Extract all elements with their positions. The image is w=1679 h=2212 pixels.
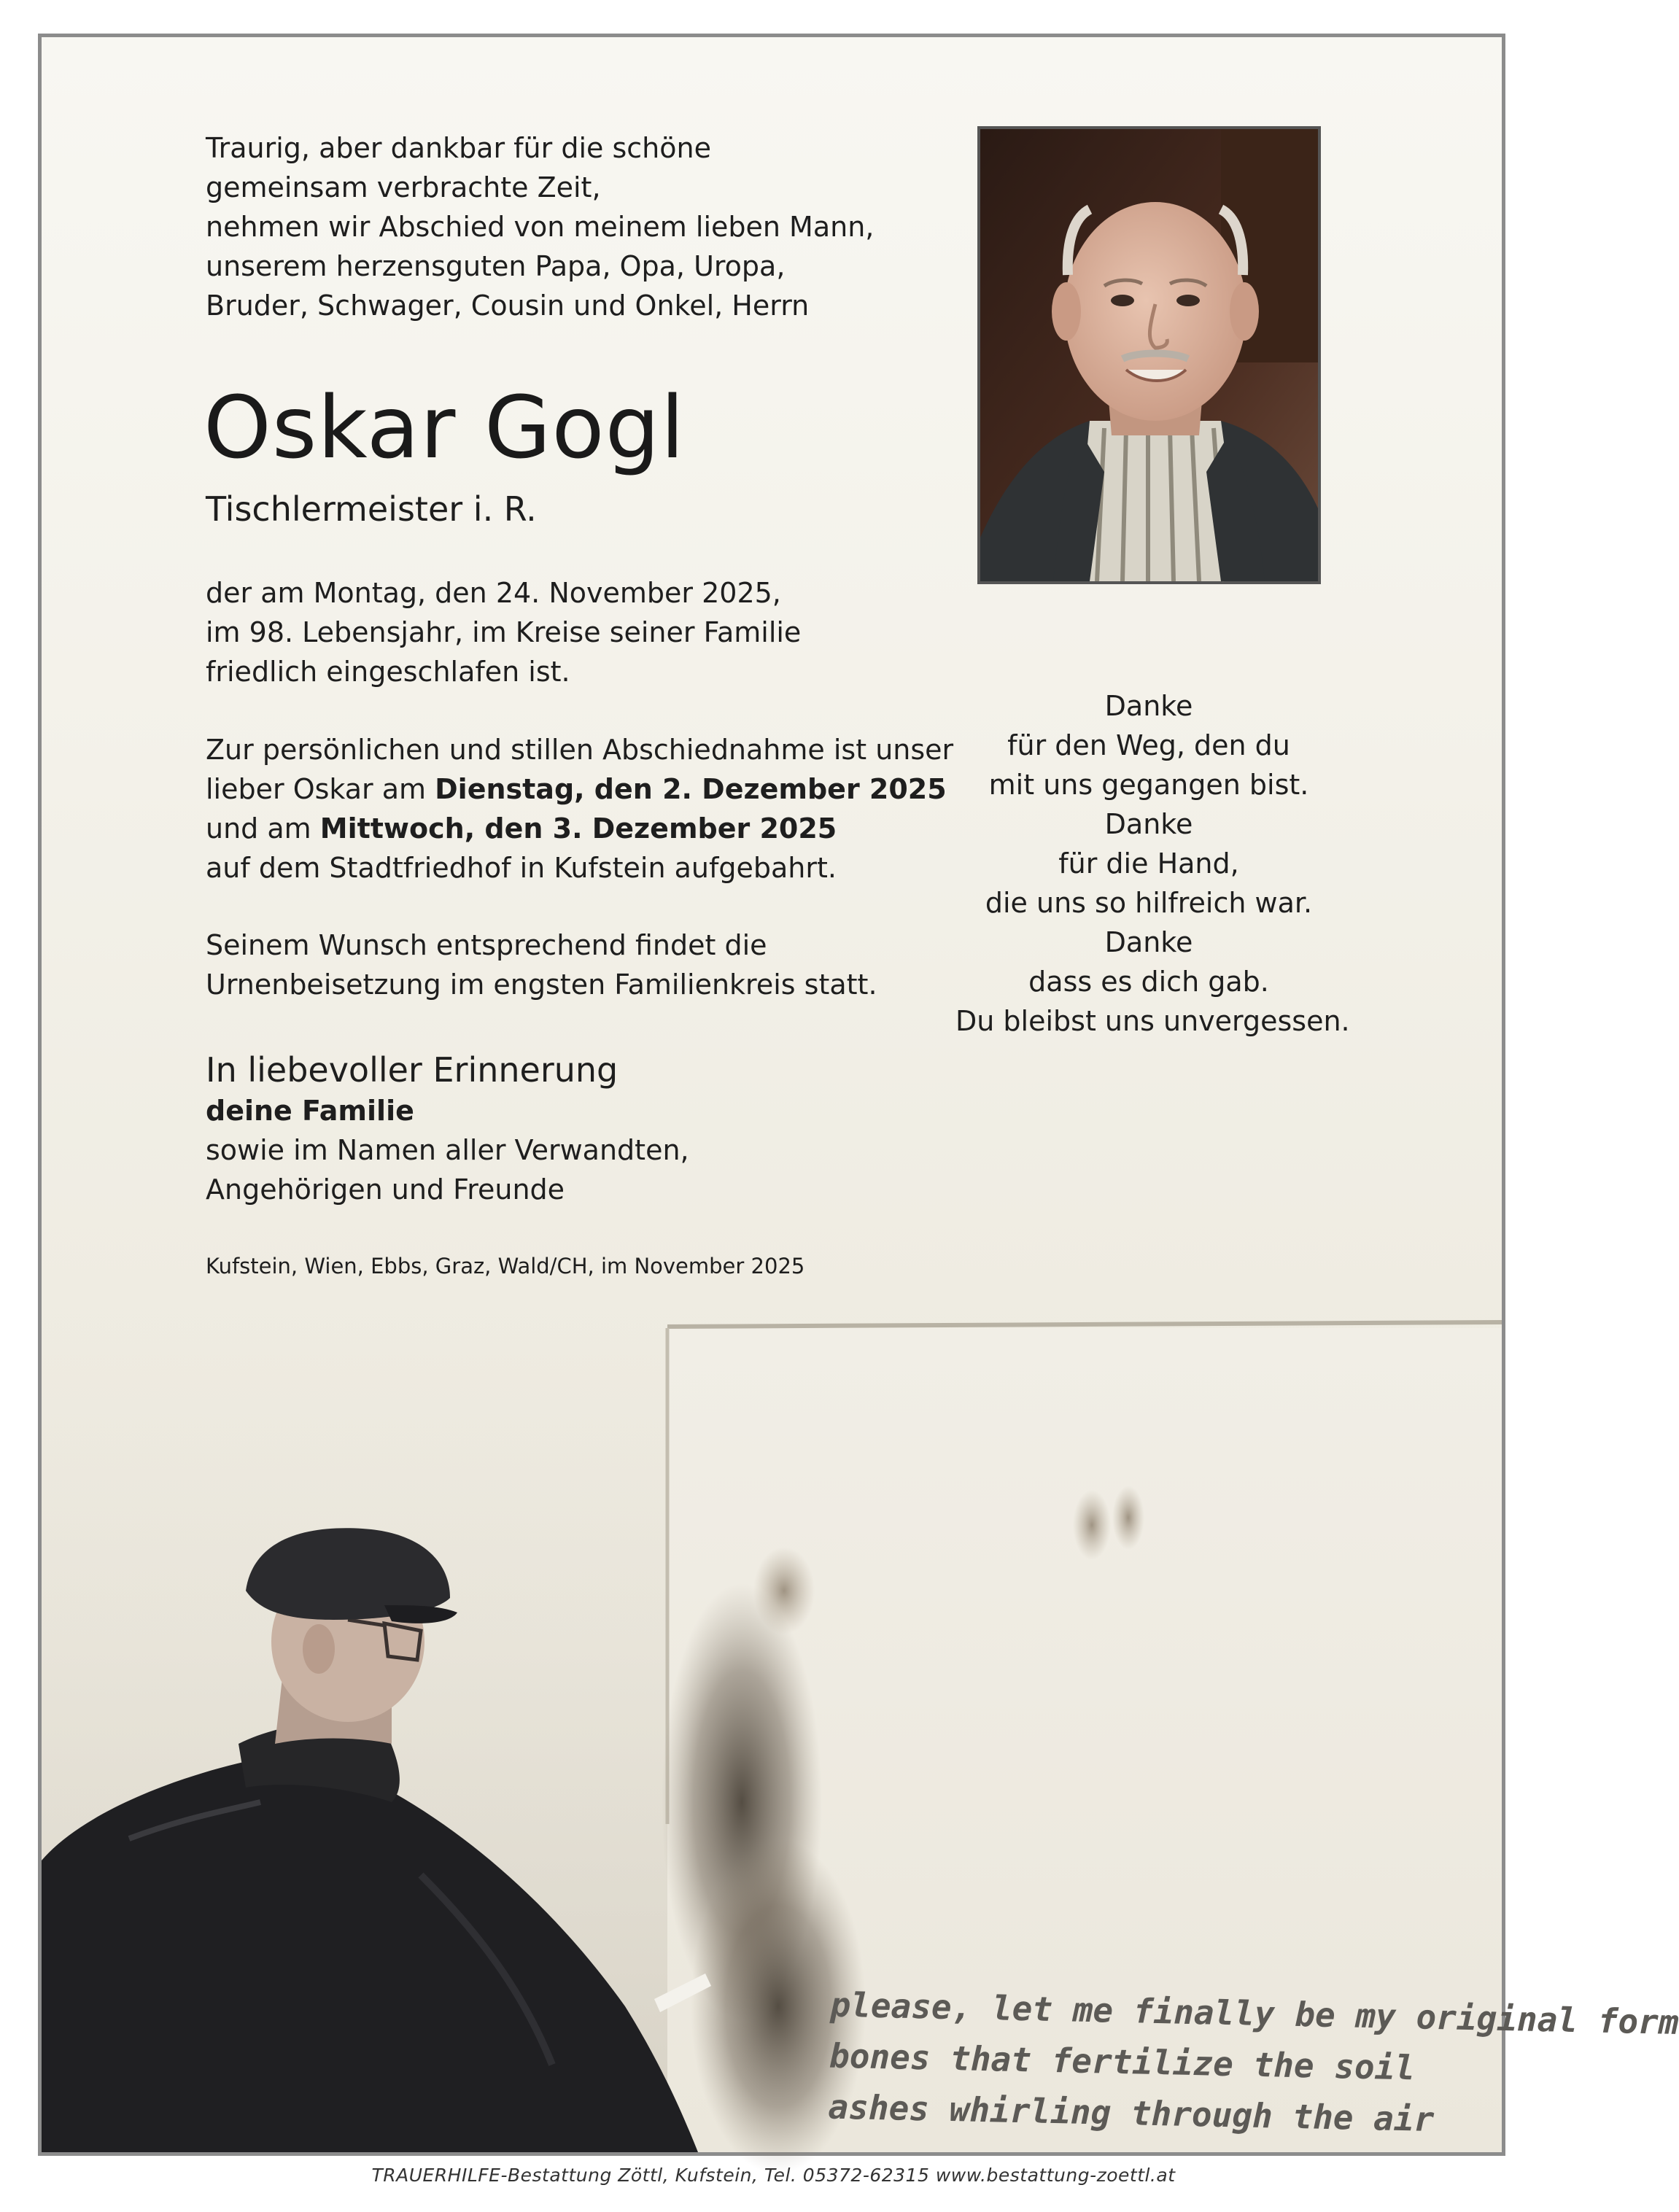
wall-quote xyxy=(828,1979,1679,2146)
viewing-text: und am xyxy=(206,812,320,845)
poem-line: Danke xyxy=(1104,690,1193,722)
deceased-name: Oskar Gogl xyxy=(203,377,686,478)
portrait-photo xyxy=(977,126,1321,584)
memory-heading: In liebevoller Erinnerung xyxy=(206,1050,619,1090)
funeral-home-footer: TRAUERHILFE-Bestattung Zöttl, Kufstein, Tel. 05372-62315 www.bestattung-zoettl.at xyxy=(371,2165,1176,2186)
viewing-date-1: Dienstag, den 2. Dezember 2025 xyxy=(435,773,947,805)
death-line: im 98. Lebensjahr, im Kreise seiner Familie xyxy=(206,616,802,648)
quote-line: bones that fertilize the soil xyxy=(829,2036,1416,2088)
poem-line: dass es dich gab. xyxy=(1028,966,1269,998)
obituary-card xyxy=(38,34,1679,2156)
quote-line: please, let me finally be my original form xyxy=(829,1984,1679,2042)
viewing-line xyxy=(206,769,953,809)
poem-line: Danke xyxy=(1104,808,1193,840)
poem-line: die uns so hilfreich war. xyxy=(985,887,1313,919)
intro-line: unserem herzensguten Papa, Opa, Uropa, xyxy=(206,250,786,282)
intro-line: nehmen wir Abschied von meinem lieben Mann, xyxy=(206,211,875,243)
place-date: Kufstein, Wien, Ebbs, Graz, Wald/CH, im November 2025 xyxy=(206,1254,805,1278)
death-line: der am Montag, den 24. November 2025, xyxy=(206,577,781,609)
intro-text xyxy=(206,128,1008,325)
poem-line: für den Weg, den du xyxy=(1007,729,1290,761)
poem-line: mit uns gegangen bist. xyxy=(988,769,1309,801)
family-line: sowie im Namen aller Verwandten, xyxy=(206,1134,689,1166)
burial-line: Urnenbeisetzung im engsten Familienkreis statt. xyxy=(206,969,877,1001)
burial-notice xyxy=(206,925,877,1004)
intro-line: gemeinsam verbrachte Zeit, xyxy=(206,171,601,203)
family-line: Angehörigen und Freunde xyxy=(206,1173,565,1206)
viewing-line: Zur persönlichen und stillen Abschiednahme ist unser xyxy=(206,734,954,766)
intro-line: Traurig, aber dankbar für die schöne xyxy=(206,132,711,164)
deceased-occupation: Tischlermeister i. R. xyxy=(206,489,537,529)
viewing-line: auf dem Stadtfriedhof in Kufstein aufgebahrt. xyxy=(206,852,837,884)
viewing-line xyxy=(206,809,953,848)
viewing-text: lieber Oskar am xyxy=(206,773,435,805)
viewing-date-2: Mittwoch, den 3. Dezember 2025 xyxy=(319,812,837,845)
poem-line: Danke xyxy=(1104,926,1193,958)
family-bold: deine Familie xyxy=(206,1095,414,1127)
family-signature xyxy=(206,1091,689,1209)
quote-line: ashes whirling through the air xyxy=(828,2087,1435,2139)
death-notice xyxy=(206,573,801,691)
poem-line: für die Hand, xyxy=(1058,847,1239,880)
poem xyxy=(955,686,1350,1041)
death-line: friedlich eingeschlafen ist. xyxy=(206,656,570,688)
intro-line: Bruder, Schwager, Cousin und Onkel, Herrn xyxy=(206,290,810,322)
viewing-notice xyxy=(206,730,953,888)
poem-line: Du bleibst uns unvergessen. xyxy=(955,1005,1350,1037)
burial-line: Seinem Wunsch entsprechend findet die xyxy=(206,929,767,961)
family-name xyxy=(206,1091,689,1130)
